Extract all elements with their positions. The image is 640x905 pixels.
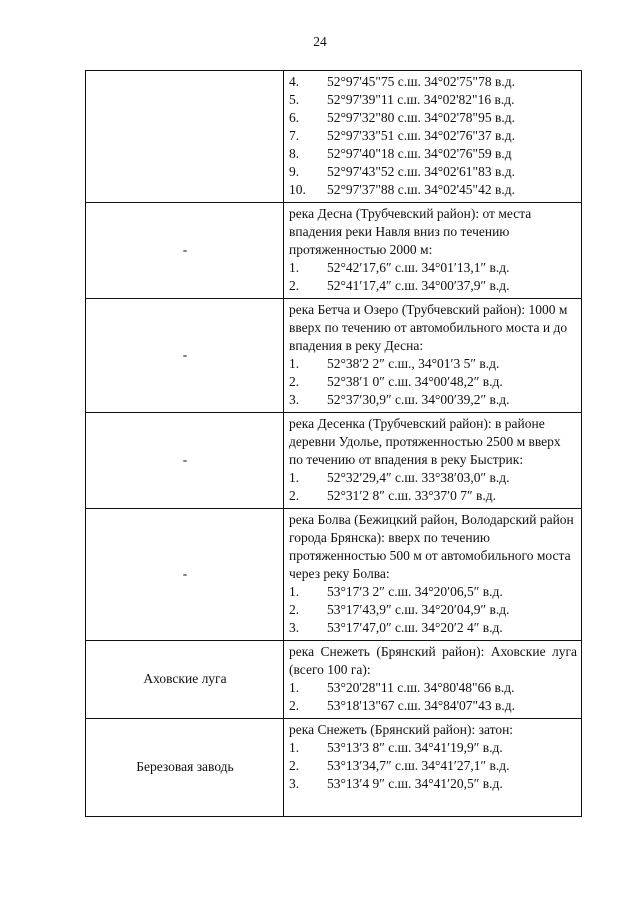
coordinate-value: 53°13′34,7″ с.ш. 34°41′27,1″ в.д. bbox=[327, 758, 510, 773]
table-row bbox=[86, 203, 582, 299]
coordinate-number: 5. bbox=[289, 92, 300, 107]
cell-spacer bbox=[289, 793, 577, 813]
table-row bbox=[86, 641, 582, 719]
coordinate-value: 52°32′29,4″ с.ш. 33°38′03,0″ в.д. bbox=[327, 470, 510, 485]
coordinate-value: 53°17′43,9″ с.ш. 34°20′04,9″ в.д. bbox=[327, 602, 510, 617]
coordinate-value: 53°17′3 2″ с.ш. 34°20′06,5″ в.д. bbox=[327, 584, 503, 599]
row-name-cell: - bbox=[86, 299, 284, 413]
coordinate-number: 8. bbox=[289, 146, 300, 161]
coordinate-number: 10. bbox=[289, 182, 306, 197]
row-description-cell bbox=[284, 71, 582, 203]
coordinate-value: 52°37′30,9″ с.ш. 34°00′39,2″ в.д. bbox=[327, 392, 510, 407]
coordinate-number: 1. bbox=[289, 470, 300, 485]
row-name-cell: Березовая заводь bbox=[86, 719, 284, 817]
coordinate-number: 2. bbox=[289, 374, 300, 389]
coordinate-item bbox=[289, 679, 577, 697]
coordinate-item bbox=[289, 373, 577, 391]
coordinate-item bbox=[289, 127, 577, 145]
coordinate-number: 2. bbox=[289, 488, 300, 503]
coordinate-value: 53°17′47,0″ с.ш. 34°20′2 4″ в.д. bbox=[327, 620, 503, 635]
row-description-cell bbox=[284, 641, 582, 719]
coordinate-number: 2. bbox=[289, 698, 300, 713]
coordinate-item bbox=[289, 73, 577, 91]
coordinate-number: 3. bbox=[289, 776, 300, 791]
row-name-cell: - bbox=[86, 203, 284, 299]
row-description-cell bbox=[284, 413, 582, 509]
coordinate-item bbox=[289, 487, 577, 505]
table-row bbox=[86, 299, 582, 413]
table-row bbox=[86, 71, 582, 203]
coordinate-item bbox=[289, 391, 577, 409]
coordinate-number: 6. bbox=[289, 110, 300, 125]
river-description: река Болва (Бежицкий район, Володарский район города Брянска): вверх по течению протяженностью 500 м от автомобильного моста через реку Болва: bbox=[289, 512, 574, 581]
coordinate-value: 52°97'40"18 с.ш. 34°02'76"59 в.д bbox=[327, 146, 512, 161]
coordinate-number: 3. bbox=[289, 620, 300, 635]
coordinate-number: 2. bbox=[289, 758, 300, 773]
table-body bbox=[86, 71, 582, 817]
coordinate-number: 1. bbox=[289, 260, 300, 275]
coordinate-number: 4. bbox=[289, 74, 300, 89]
table-row bbox=[86, 509, 582, 641]
coordinate-item bbox=[289, 91, 577, 109]
coordinate-number: 7. bbox=[289, 128, 300, 143]
coordinate-number: 1. bbox=[289, 584, 300, 599]
coordinate-value: 52°38′2 2″ с.ш., 34°01′3 5″ в.д. bbox=[327, 356, 500, 371]
row-name-cell: Аховские луга bbox=[86, 641, 284, 719]
coordinate-item bbox=[289, 697, 577, 715]
row-description-cell bbox=[284, 509, 582, 641]
river-description: река Снежеть (Брянский район): Аховские луга (всего 100 га): bbox=[289, 644, 577, 677]
coordinate-item bbox=[289, 601, 577, 619]
coordinate-number: 2. bbox=[289, 278, 300, 293]
row-name-cell bbox=[86, 71, 284, 203]
row-name-cell: - bbox=[86, 509, 284, 641]
row-description-cell bbox=[284, 203, 582, 299]
coordinate-value: 53°13′4 9″ с.ш. 34°41′20,5″ в.д. bbox=[327, 776, 503, 791]
river-description: река Десна (Трубчевский район): от места впадения реки Навля вниз по течению протяженностью 2000 м: bbox=[289, 206, 532, 257]
row-name-cell: - bbox=[86, 413, 284, 509]
water-areas-table bbox=[85, 70, 582, 817]
coordinate-item bbox=[289, 181, 577, 199]
coordinate-item bbox=[289, 163, 577, 181]
coordinate-item bbox=[289, 259, 577, 277]
coordinate-value: 52°97'37"88 с.ш. 34°02'45"42 в.д. bbox=[327, 182, 515, 197]
coordinate-number: 1. bbox=[289, 356, 300, 371]
coordinate-value: 53°18'13"67 с.ш. 34°84'07"43 в.д. bbox=[327, 698, 515, 713]
coordinate-item bbox=[289, 739, 577, 757]
coordinate-value: 53°13′3 8″ с.ш. 34°41′19,9″ в.д. bbox=[327, 740, 503, 755]
coordinate-value: 52°31′2 8″ с.ш. 33°37′0 7″ в.д. bbox=[327, 488, 496, 503]
coordinate-number: 1. bbox=[289, 740, 300, 755]
row-description-cell bbox=[284, 719, 582, 817]
coordinate-value: 52°97'43"52 с.ш. 34°02'61"83 в.д. bbox=[327, 164, 515, 179]
coordinate-value: 52°97'39"11 с.ш. 34°02'82"16 в.д. bbox=[327, 92, 515, 107]
coordinate-item bbox=[289, 355, 577, 373]
coordinate-value: 52°97'33"51 с.ш. 34°02'76"37 в.д. bbox=[327, 128, 515, 143]
row-description-cell bbox=[284, 299, 582, 413]
coordinate-number: 1. bbox=[289, 680, 300, 695]
coordinate-item bbox=[289, 469, 577, 487]
coordinate-number: 3. bbox=[289, 392, 300, 407]
coordinate-item bbox=[289, 583, 577, 601]
table-row bbox=[86, 719, 582, 817]
coordinate-item bbox=[289, 109, 577, 127]
coordinate-value: 52°97'45"75 с.ш. 34°02'75"78 в.д. bbox=[327, 74, 515, 89]
river-description: река Десенка (Трубчевский район): в районе деревни Удолье, протяженностью 2500 м вверх по течению от впадения в реку Быстрик: bbox=[289, 416, 561, 467]
coordinate-item bbox=[289, 757, 577, 775]
coordinate-number: 2. bbox=[289, 602, 300, 617]
river-description: река Снежеть (Брянский район): затон: bbox=[289, 722, 514, 737]
coordinate-item bbox=[289, 145, 577, 163]
coordinate-number: 9. bbox=[289, 164, 300, 179]
page-number: 24 bbox=[313, 34, 327, 49]
coordinate-item bbox=[289, 775, 577, 793]
coordinate-value: 53°20'28"11 с.ш. 34°80'48"66 в.д. bbox=[327, 680, 515, 695]
coordinate-value: 52°42′17,6″ с.ш. 34°01′13,1″ в.д. bbox=[327, 260, 510, 275]
coordinate-item bbox=[289, 277, 577, 295]
table-row bbox=[86, 413, 582, 509]
coordinate-item bbox=[289, 619, 577, 637]
coordinate-value: 52°97'32"80 с.ш. 34°02'78"95 в.д. bbox=[327, 110, 515, 125]
river-description: река Бетча и Озеро (Трубчевский район): 1000 м вверх по течению от автомобильного моста и до впадения в реку Десна: bbox=[289, 302, 568, 353]
coordinate-value: 52°38′1 0″ с.ш. 34°00′48,2″ в.д. bbox=[327, 374, 503, 389]
coordinate-value: 52°41′17,4″ с.ш. 34°00′37,9″ в.д. bbox=[327, 278, 510, 293]
